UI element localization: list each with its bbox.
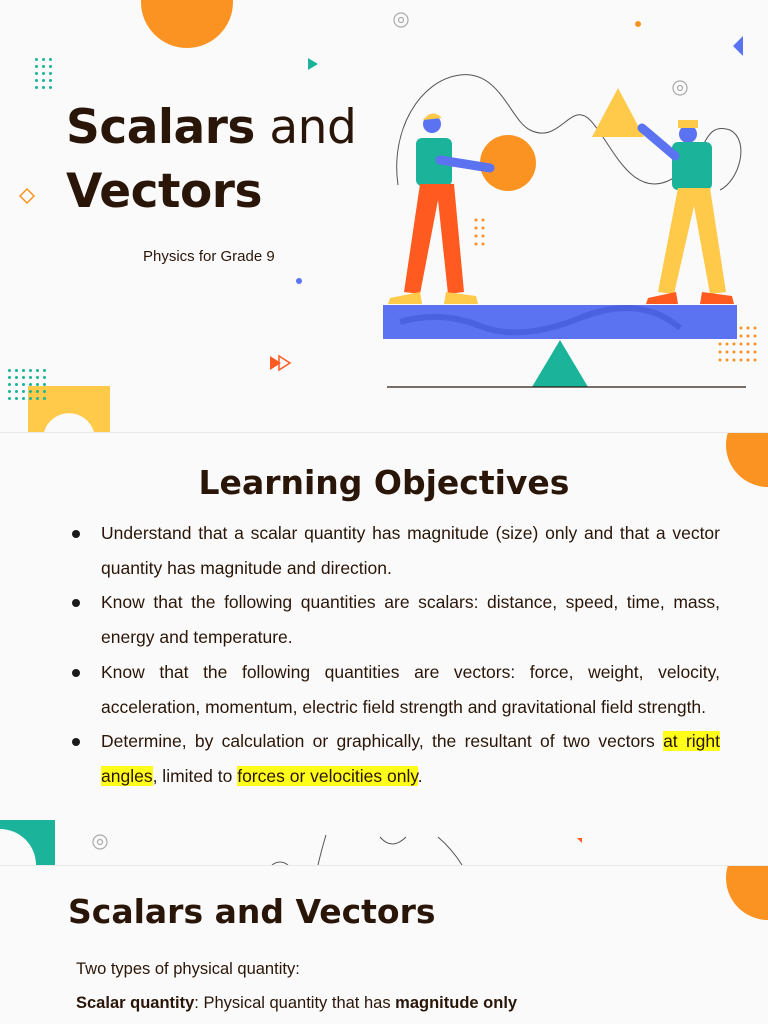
blue-triangle-decoration bbox=[733, 36, 743, 56]
circle-shape bbox=[480, 135, 536, 191]
objectives-list bbox=[70, 516, 720, 794]
objective-text: Determine, by calculation or graphically, the resultant of two vectors bbox=[101, 731, 664, 752]
dot-grid-decoration bbox=[35, 58, 52, 89]
emphasis-text: magnitude only bbox=[395, 994, 518, 1012]
section-title: Learning Objectives bbox=[198, 463, 570, 502]
objectives-slide bbox=[0, 433, 768, 865]
intro-text: Two types of physical quantity: bbox=[76, 960, 300, 978]
title-light-word: and bbox=[269, 100, 357, 155]
diamond-decoration bbox=[20, 189, 34, 203]
objective-text: . bbox=[417, 765, 423, 786]
list-item: Know that the following quantities are vectors: force, weight, velocity, acceleration, momentum, electric field strength and gravitational field strength. bbox=[70, 655, 720, 724]
highlighted-text: forces or velocities only bbox=[237, 765, 418, 786]
seesaw-fulcrum bbox=[532, 340, 588, 387]
section-title: Scalars and Vectors bbox=[68, 892, 436, 931]
slide-title bbox=[66, 96, 356, 224]
orange-circle-decoration bbox=[726, 866, 768, 920]
teal-triangle-decoration bbox=[308, 58, 318, 70]
definition-text: : Physical quantity that has bbox=[194, 994, 396, 1012]
list-item: Understand that a scalar quantity has magnitude (size) only and that a vector quantity has magnitude and direction. bbox=[70, 516, 720, 585]
term-label: Scalar quantity bbox=[76, 994, 195, 1012]
title-bold-word: Scalars bbox=[66, 100, 255, 155]
scalar-definition bbox=[76, 994, 517, 1013]
title-slide bbox=[0, 0, 768, 432]
list-item bbox=[70, 724, 720, 793]
orange-dot-decoration bbox=[635, 21, 641, 27]
definitions-slide bbox=[0, 866, 768, 1024]
seesaw-illustration bbox=[380, 60, 768, 400]
list-item: Know that the following quantities are scalars: distance, speed, time, mass, energy and temperature. bbox=[70, 585, 720, 654]
slide-subtitle: Physics for Grade 9 bbox=[143, 248, 275, 265]
objective-text: , limited to bbox=[152, 765, 238, 786]
highlighted-text: at right angles bbox=[101, 731, 721, 786]
title-line2: Vectors bbox=[66, 164, 262, 219]
orange-circle-decoration bbox=[141, 0, 233, 48]
dot-grid-decoration bbox=[8, 369, 46, 400]
triangle-shape bbox=[592, 88, 644, 137]
teal-quarter-decoration bbox=[0, 820, 55, 865]
